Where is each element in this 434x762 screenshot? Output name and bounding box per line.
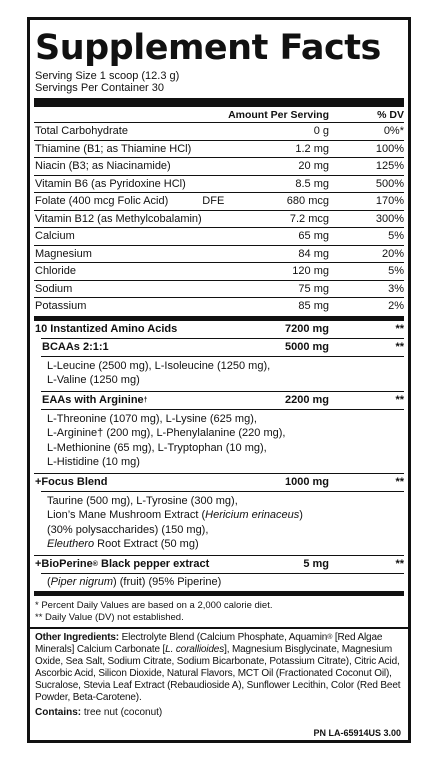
- desc-line: L-Arginine† (200 mg), L-Phenylalanine (220 mg),: [47, 427, 286, 439]
- bcaa-row: [34, 339, 404, 356]
- nutrient-dv: 170%: [375, 195, 404, 207]
- desc-line-lions-mane: Lion’s Mane Mushroom Extract (Hericium erinaceus): [47, 509, 303, 521]
- nutrient-name: Niacin (B3; as Niacinamide): [35, 160, 171, 172]
- focus-dv: **: [395, 475, 404, 488]
- serving-size: Serving Size 1 scoop (12.3 g): [35, 70, 180, 82]
- nutrient-dv: 20%: [381, 247, 404, 260]
- nutrient-row: [34, 193, 404, 211]
- desc-line: L-Histidine (10 mg): [47, 456, 140, 468]
- desc-line: Taurine (500 mg), L-Tyrosine (300 mg),: [47, 494, 238, 507]
- nutrient-dv: 500%: [375, 177, 404, 190]
- contains-label: Contains:: [35, 707, 82, 718]
- desc-line-piper: (Piper nigrum) (fruit) (95% Piperine): [47, 575, 222, 588]
- nutrient-row: [34, 281, 404, 299]
- nutrient-dv: 100%: [375, 142, 404, 155]
- other-ingredients: Other Ingredients: Electrolyte Blend (Calcium Phosphate, Aquamin® [Red Algae Minerals] Calcium Carbonate [L. corallioides], Magnesium Bisglycinate, Magnesium Oxide, Sea Salt, Sodium Citrate, Sodium Bicarbonate, Potassium Citrate), Citric Acid, Ascorbic Acid, Silicon Dioxide, Natural Flavors, MCT Oil (Fractionated Coconut Oil), Sucralose, Stevia Leaf Extract (Rebaudioside A), Sunflower Lecithin, Color (Red Beet Powder, Beta-Carotene).: [35, 632, 401, 703]
- nutrient-row: [34, 228, 404, 246]
- nutrient-name: Calcium: [35, 230, 75, 242]
- nutrient-row: [34, 263, 404, 281]
- desc-line-eleuthero: Eleuthero Root Extract (50 mg): [47, 538, 199, 550]
- nutrient-name-cell: [34, 263, 237, 280]
- nutrient-dv: 300%: [375, 212, 404, 225]
- focus-description: [34, 492, 404, 555]
- nutrient-name: Potassium: [35, 300, 87, 312]
- desc-line: (30% polysaccharides) (150 mg),: [47, 523, 209, 536]
- nutrient-amount: 84 mg: [298, 247, 329, 260]
- nutrient-name-cell: [34, 176, 237, 193]
- nutrient-amount: 8.5 mg: [295, 177, 329, 190]
- nutrient-row: [34, 123, 404, 141]
- nutrient-amount: 85 mg: [298, 300, 329, 312]
- amount-header: Amount Per Serving: [228, 109, 329, 121]
- nutrient-amount: 120 mg: [292, 265, 329, 277]
- nutrient-row: [34, 141, 404, 159]
- desc-line: L-Methionine (65 mg), L-Tryptophan (10 mg),: [47, 441, 267, 454]
- bcaa-dv: **: [395, 340, 404, 353]
- amino-dv: **: [395, 322, 404, 335]
- bioperine-dv: **: [395, 557, 404, 570]
- nutrient-dv: 2%: [388, 300, 404, 312]
- nutrient-amount: 680 mcg: [286, 195, 329, 207]
- focus-row: [34, 474, 404, 491]
- eaa-name: EAAs with Arginine: [42, 393, 144, 406]
- desc-line: L-Leucine (2500 mg), L-Isoleucine (1250 mg),: [47, 359, 271, 372]
- nutrient-row: [34, 298, 404, 316]
- bioperine-description: [34, 574, 404, 592]
- thick-divider: [34, 98, 404, 107]
- footnote-dv: * Percent Daily Values are based on a 2,000 calorie diet.: [35, 600, 273, 611]
- bcaa-description: [34, 357, 404, 391]
- nutrient-name: Total Carbohydrate: [35, 125, 128, 137]
- nutrient-name: Sodium: [35, 282, 73, 295]
- amino-amount: 7200 mg: [284, 322, 329, 335]
- desc-line: L-Valine (1250 mg): [47, 374, 140, 386]
- bcaa-name: BCAAs 2:1:1: [42, 340, 109, 353]
- nutrient-dv: 5%: [388, 230, 404, 242]
- nutrient-dv: 125%: [375, 160, 404, 172]
- nutrient-amount: 20 mg: [298, 160, 329, 172]
- nutrient-name-cell: [34, 123, 237, 140]
- nutrient-amount: 0 g: [313, 125, 329, 137]
- supplement-facts-panel: [27, 17, 411, 743]
- amino-acids-row: [34, 321, 404, 338]
- servings-per-container: Servings Per Container 30: [35, 82, 165, 94]
- nutrient-name: Vitamin B12 (as Methylcobalamin): [35, 212, 202, 225]
- dv-header: % DV: [377, 109, 404, 121]
- eaa-dv: **: [395, 393, 404, 406]
- bcaa-amount: 5000 mg: [284, 340, 329, 353]
- nutrient-amount: 75 mg: [298, 282, 329, 295]
- nutrient-name-cell: [34, 281, 237, 298]
- nutrient-name: Thiamine (B1; as Thiamine HCl): [35, 142, 192, 155]
- nutrient-row: [34, 176, 404, 194]
- column-header: [34, 107, 404, 123]
- nutrient-name-cell: [34, 298, 237, 316]
- amino-name: 10 Instantized Amino Acids: [35, 322, 178, 335]
- desc-line: L-Threonine (1070 mg), L-Lysine (625 mg),: [47, 412, 257, 425]
- registered-mark: ®: [92, 560, 98, 568]
- eaa-description: [34, 410, 404, 473]
- nutrient-amount: 7.2 mcg: [289, 212, 329, 225]
- eaa-row: [34, 392, 404, 409]
- nutrient-dv: 3%: [388, 282, 404, 295]
- nutrient-name: Folate (400 mcg Folic Acid): [35, 195, 169, 207]
- eaa-amount: 2200 mg: [284, 393, 329, 406]
- nutrient-name-cell: [34, 246, 237, 263]
- nutrient-unit-note: DFE: [202, 195, 225, 207]
- nutrient-dv: 5%: [388, 265, 404, 277]
- nutrient-amount: 65 mg: [298, 230, 329, 242]
- nutrient-name-cell: [34, 211, 237, 228]
- other-ingredients-label: Other Ingredients:: [35, 632, 119, 643]
- focus-amount: 1000 mg: [284, 475, 329, 488]
- nutrient-name-cell: [34, 228, 237, 245]
- bioperine-row: [34, 556, 404, 573]
- nutrient-list: [34, 123, 404, 316]
- footnote-not-established: ** Daily Value (DV) not established.: [35, 612, 184, 623]
- nutrient-name-cell: [34, 141, 237, 158]
- nutrient-row: [34, 246, 404, 264]
- nutrient-name: Chloride: [35, 265, 76, 277]
- dagger-mark: †: [143, 396, 148, 404]
- nutrient-name-cell: [34, 158, 237, 175]
- nutrient-name: Magnesium: [35, 247, 92, 260]
- nutrient-name: Vitamin B6 (as Pyridoxine HCl): [35, 177, 186, 190]
- nutrient-name-cell: [34, 193, 237, 210]
- focus-name: +Focus Blend: [35, 475, 108, 488]
- footnotes: [34, 596, 404, 627]
- allergen-statement: Contains: tree nut (coconut): [35, 707, 163, 718]
- nutrient-amount: 1.2 mg: [295, 142, 329, 155]
- nutrient-dv: 0%*: [383, 125, 404, 137]
- eaa-name-cell: [41, 392, 237, 409]
- panel-title: Supplement Facts: [35, 28, 381, 68]
- bioperine-amount: 5 mg: [303, 557, 329, 570]
- nutrient-row: [34, 211, 404, 229]
- bioperine-name-cell: +BioPerine® Black pepper extract: [35, 557, 210, 570]
- part-number: PN LA-65914US 3.00: [313, 728, 401, 738]
- nutrient-row: [34, 158, 404, 176]
